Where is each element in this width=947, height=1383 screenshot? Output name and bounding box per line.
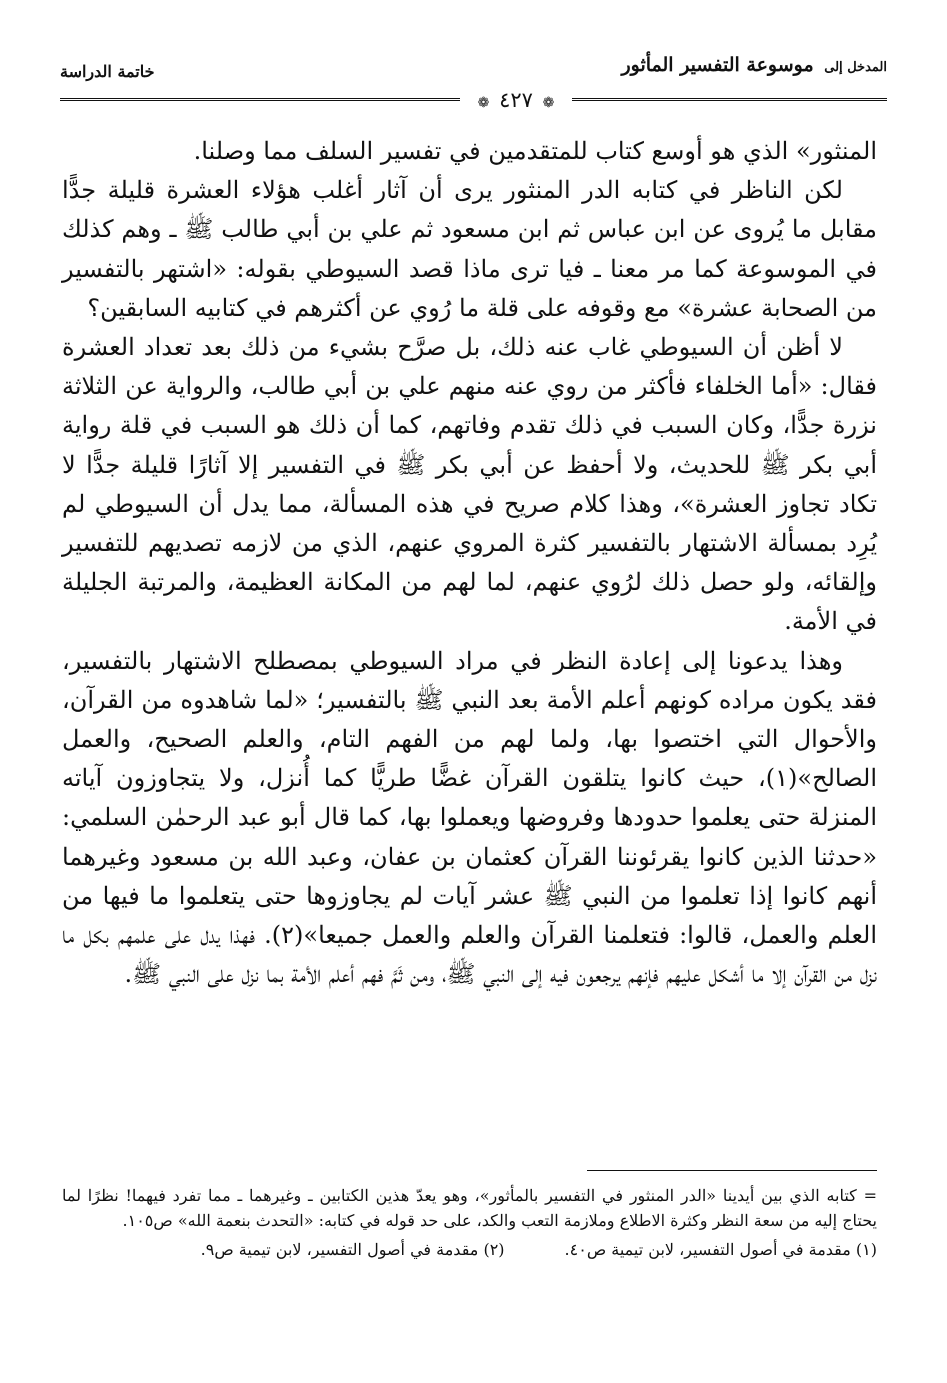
footnote-2: (٢) مقدمة في أصول التفسير، لابن تيمية ص٩. — [200, 1240, 505, 1259]
book-title-text: موسوعة التفسير المأثور — [621, 54, 814, 76]
book-title — [621, 54, 887, 76]
footnotes — [62, 1183, 877, 1262]
footnote-references — [62, 1237, 877, 1262]
paragraph: لا أظن أن السيوطي غاب عنه ذلك، بل صرَّح بشيء من ذلك بعد تعداد العشرة فقال: «أما الخلفاء فأكثر من روي عنه منهم علي بن أبي طالب، والرواية عن الثلاثة نزرة جدًّا، وكان السبب في ذلك تقدم وفاتهم، كما أن ذلك هو السبب في قلة رواية أبي بكر ﷺ للحديث، ولا أحفظ عن أبي بكر ﷺ في التفسير إلا آثارًا قليلة جدًّا لا تكاد تجاوز العشرة»، وهذا كلام صريح في هذه المسألة، مما يدل أن السيوطي لم يُرِد بمسألة الاشتهار بالتفسير كثرة المروي عنهم، الذي من لازمه تصديهم للتفسير وإلقائه، ولو حصل ذلك لرُوي عنهم، لما لهم من المكانة العظيمة، والمرتبة الجليلة في الأمة. — [62, 333, 877, 636]
paragraph: لكن الناظر في كتابه الدر المنثور يرى أن آثار أغلب هؤلاء العشرة قليلة جدًّا مقابل ما يُروى عن ابن عباس ثم ابن مسعود ثم علي بن أبي طالب ﷺ ـ وهم كذلك في الموسوعة كما مر معنا ـ فيا ترى ماذا قصد السيوطي بقوله: «اشتهر بالتفسير من الصحابة عشرة» مع وقوفه على قلة ما رُوي عن أكثرهم في كتابيه السابقين؟ — [62, 176, 877, 322]
page-header — [60, 48, 887, 112]
footnote-continuation: = كتابه الذي بين أيدينا «الدر المنثور في التفسير بالمأثور»، وهو يعدّ هذين الكتابين ـ وغيرهما ـ مما تفرد فيهما! نظرًا لما يحتاج إليه من سعة النظر وكثرة الاطلاع وملازمة التعب والكد، على حد قوله في كتابه: «التحدث بنعمة الله» ص١٠٥. — [62, 1186, 877, 1230]
footnote-1: (١) مقدمة في أصول التفسير، لابن تيمية ص٤٠. — [564, 1240, 877, 1259]
book-title-prefix: المدخل إلى — [824, 60, 887, 75]
header-rule-right — [560, 98, 887, 101]
page-number — [460, 88, 572, 112]
section-title: خاتمة الدراسة — [60, 62, 155, 81]
paragraph: وهذا يدعونا إلى إعادة النظر في مراد السيوطي بمصطلح الاشتهار بالتفسير، فقد يكون مراده كونهم أعلم الأمة بعد النبي ﷺ بالتفسير؛ «لما شاهدوه من القرآن، والأحوال التي اختصوا بها، ولما لهم من الفهم التام، والعلم الصحيح، والعمل الصالح»(١)، حيث كانوا يتلقون القرآن غضًّا طريًّا كما أُنزل، ولا يتجاوزون آياته المنزلة حتى يعلموا حدودها وفروضها ويعملوا بها، كما قال أبو عبد الرحمٰن السلمي: «حدثنا الذين كانوا يقرئوننا القرآن كعثمان بن عفان، وعبد الله بن مسعود وغيرهما أنهم كانوا إذا تعلموا من النبي ﷺ عشر آيات لم يجاوزوها حتى يتعلموا ما فيها من العلم والعمل، قالوا: فتعلمنا القرآن والعلم والعمل جميعا»(٢). فهذا يدل على علمهم بكل ما نزل من القرآن إلا ما أشكل عليهم فإنهم يرجعون فيه إلى النبي ﷺ، ومن ثَمَّ فهم أعلم الأمة بما نزل على النبي ﷺ. — [62, 646, 878, 989]
page-number-text: ٤٢٧ — [499, 88, 533, 112]
footnote-divider — [587, 1170, 877, 1171]
main-text — [62, 132, 877, 994]
ornament-icon: ❁ — [542, 95, 555, 111]
ornament-icon: ❁ — [477, 95, 490, 111]
header-rule-left — [60, 98, 460, 101]
paragraph: المنثور» الذي هو أوسع كتاب للمتقدمين في تفسير السلف مما وصلنا. — [193, 137, 877, 165]
